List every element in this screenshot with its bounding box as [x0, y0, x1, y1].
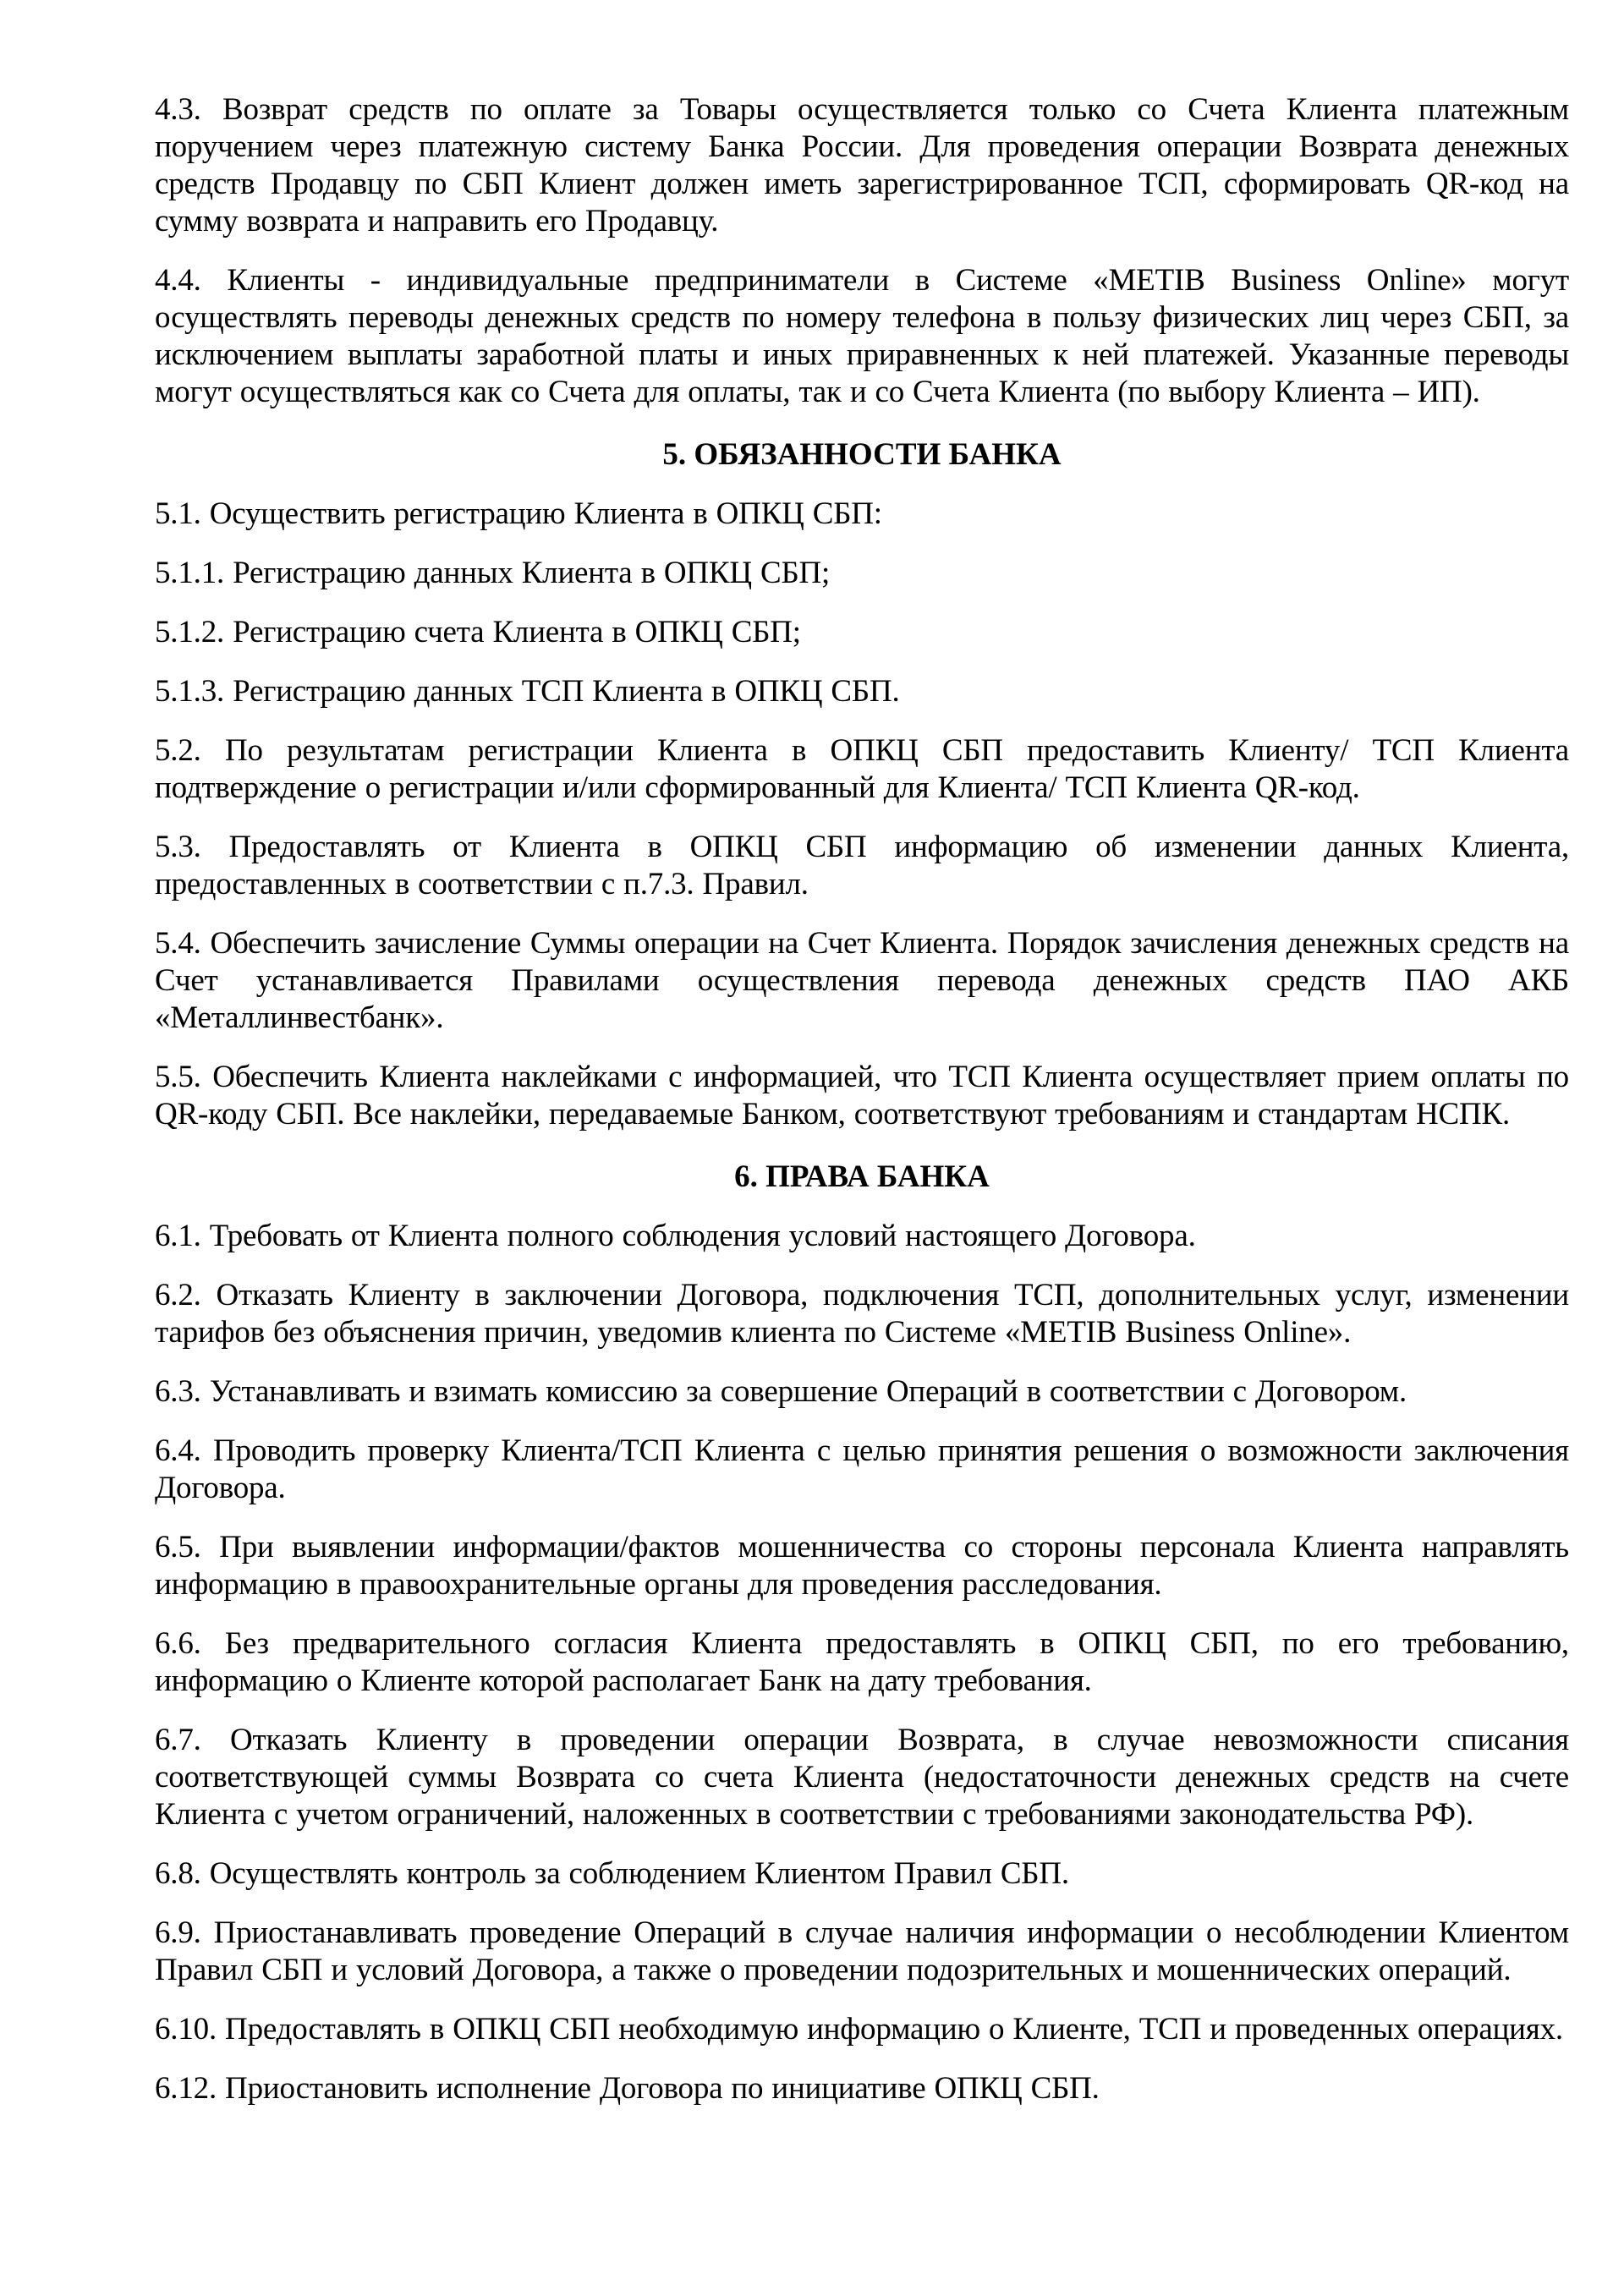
- paragraph-5-2: 5.2. По результатам регистрации Клиента в ОПКЦ СБП предоставить Клиенту/ ТСП Клиента подтверждение о регистрации и/или сформированный для Клиента/ ТСП Клиента QR-код.: [155, 733, 1569, 805]
- paragraph-6-2: 6.2. Отказать Клиенту в заключении Договора, подключения ТСП, дополнительных услуг, изменении тарифов без объяснения причин, уведомив клиента по Системе «METIB Business Online».: [155, 1278, 1569, 1350]
- paragraph-6-5: 6.5. При выявлении информации/фактов мошенничества со стороны персонала Клиента направлять информацию в правоохранительные органы для проведения расследования.: [155, 1530, 1569, 1602]
- paragraph-6-4: 6.4. Проводить проверку Клиента/ТСП Клиента с целью принятия решения о возможности заключения Договора.: [155, 1433, 1569, 1505]
- paragraph-5-4: 5.4. Обеспечить зачисление Суммы операции на Счет Клиента. Порядок зачисления денежных средств на Счет устанавливается Правилами осуществления перевода денежных средств ПАО АКБ «Металлинвестбанк».: [155, 926, 1569, 1035]
- paragraph-6-12: 6.12. Приостановить исполнение Договора по инициативе ОПКЦ СБП.: [155, 2071, 1100, 2106]
- paragraph-4-4: 4.4. Клиенты - индивидуальные предприниматели в Системе «METIB Business Online» могут осуществлять переводы денежных средств по номеру телефона в пользу физических лиц через СБП, за исключением выплаты заработной платы и иных приравненных к ней платежей. Указанные переводы могут осуществляться как со Счета для оплаты, так и со Счета Клиента (по выбору Клиента – ИП).: [155, 263, 1569, 409]
- section-heading-5: 5. ОБЯЗАННОСТИ БАНКА: [662, 437, 1062, 472]
- section-heading-6: 6. ПРАВА БАНКА: [734, 1159, 990, 1194]
- paragraph-6-8: 6.8. Осуществлять контроль за соблюдением Клиентом Правил СБП.: [155, 1856, 1069, 1891]
- paragraph-5-1-2: 5.1.2. Регистрацию счета Клиента в ОПКЦ СБП;: [155, 615, 801, 649]
- paragraph-5-1-3: 5.1.3. Регистрацию данных ТСП Клиента в ОПКЦ СБП.: [155, 674, 900, 709]
- paragraph-6-3: 6.3. Устанавливать и взимать комиссию за совершение Операций в соответствии с Договором.: [155, 1374, 1407, 1409]
- paragraph-6-1: 6.1. Требовать от Клиента полного соблюдения условий настоящего Договора.: [155, 1219, 1196, 1253]
- paragraph-5-1-1: 5.1.1. Регистрацию данных Клиента в ОПКЦ СБП;: [155, 556, 831, 590]
- paragraph-6-9: 6.9. Приостанавливать проведение Операций в случае наличия информации о несоблюдении Клиентом Правил СБП и условий Договора, а также о проведении подозрительных и мошеннических операций.: [155, 1915, 1569, 1987]
- paragraph-4-3: 4.3. Возврат средств по оплате за Товары осуществляется только со Счета Клиента платежным поручением через платежную систему Банка России. Для проведения операции Возврата денежных средств Продавцу по СБП Клиент должен иметь зарегистрированное ТСП, сформировать QR-код на сумму возврата и направить его Продавцу.: [155, 92, 1569, 238]
- paragraph-5-5: 5.5. Обеспечить Клиента наклейками с информацией, что ТСП Клиента осуществляет прием оплаты по QR-коду СБП. Все наклейки, передаваемые Банком, соответствуют требованиям и стандартам НСПК.: [155, 1060, 1569, 1132]
- paragraph-6-10: 6.10. Предоставлять в ОПКЦ СБП необходимую информацию о Клиенте, ТСП и проведенных операциях.: [155, 2012, 1563, 2047]
- paragraph-6-6: 6.6. Без предварительного согласия Клиента предоставлять в ОПКЦ СБП, по его требованию, информацию о Клиенте которой располагает Банк на дату требования.: [155, 1626, 1569, 1698]
- paragraph-5-3: 5.3. Предоставлять от Клиента в ОПКЦ СБП информацию об изменении данных Клиента, предоставленных в соответствии с п.7.3. Правил.: [155, 830, 1569, 901]
- paragraph-6-7: 6.7. Отказать Клиенту в проведении операции Возврата, в случае невозможности списания соответствующей суммы Возврата со счета Клиента (недостаточности денежных средств на счете Клиента с учетом ограничений, наложенных в соответствии с требованиями законодательства РФ).: [155, 1723, 1569, 1832]
- paragraph-5-1: 5.1. Осуществить регистрацию Клиента в ОПКЦ СБП:: [155, 496, 882, 531]
